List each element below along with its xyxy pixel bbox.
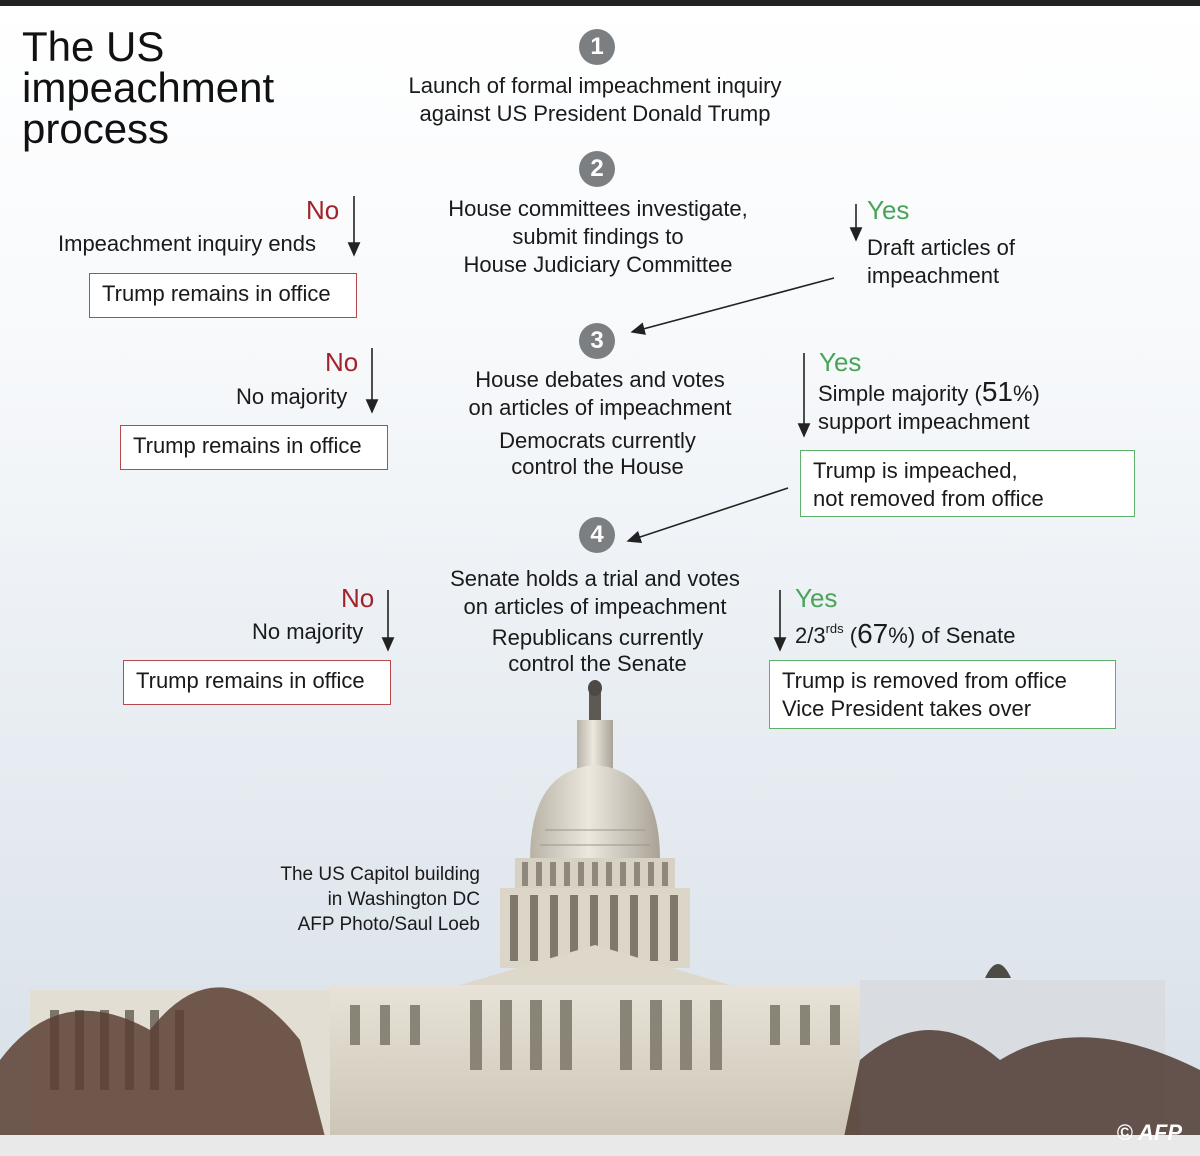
step-2-yes-line-1: Draft articles of	[867, 235, 1015, 260]
step-3-yes-box-line-1: Trump is impeached,	[813, 458, 1018, 483]
majority-percent: 51	[981, 376, 1013, 407]
step-4-yes-outcome-box	[769, 660, 1116, 729]
step-1-circle: 1	[579, 29, 615, 65]
fraction-suffix: rds	[825, 621, 844, 636]
step-2-yes-label: Yes	[867, 195, 910, 225]
step-3-no-text: No majority	[236, 384, 348, 409]
step-4-yes-label: Yes	[795, 583, 838, 613]
step-3-yes-line-2: support impeachment	[818, 409, 1030, 434]
step-4-note-line-2: control the Senate	[508, 651, 687, 676]
step-2-no-text: Impeachment inquiry ends	[58, 231, 317, 256]
step-4-note	[420, 625, 775, 677]
step-3-line-1: House debates and votes	[475, 367, 725, 392]
photo-credit-line-1: The US Capitol building	[280, 864, 480, 885]
step-2-line-1: House committees investigate,	[448, 196, 748, 221]
step-2-line-2: submit findings to	[512, 224, 684, 249]
percent-sign: %)	[1012, 381, 1040, 406]
step-1-line-1: Launch of formal impeachment inquiry	[408, 73, 782, 98]
step-2-yes-line-2: impeachment	[867, 263, 1000, 288]
photo-credit	[230, 862, 480, 937]
step-1-line-2: against US President Donald Trump	[419, 101, 771, 126]
step-3-note-line-2: control the House	[511, 454, 684, 479]
majority-label: Simple majority (	[818, 381, 982, 406]
two-thirds-fraction: 2/3	[795, 623, 826, 648]
photo-credit-line-3: AFP Photo/Saul Loeb	[297, 914, 480, 935]
step-4-line-1: Senate holds a trial and votes	[450, 566, 740, 591]
page-title: The US impeachment process	[22, 23, 275, 152]
step-3-yes-text	[818, 378, 1040, 436]
photo-credit-line-2: in Washington DC	[327, 889, 480, 910]
step-3-no-outcome-box: Trump remains in office	[120, 425, 388, 470]
afp-logo: © AFP	[1116, 1120, 1182, 1145]
step-4-line-2: on articles of impeachment	[463, 594, 727, 619]
step-4-yes-box-line-2: Vice President takes over	[782, 696, 1032, 721]
step-3-note	[420, 428, 775, 480]
senate-label: %) of Senate	[888, 623, 1016, 648]
step-3-yes-outcome-box	[800, 450, 1135, 517]
step-4-yes-text	[795, 615, 1015, 650]
senate-percent: 67	[857, 618, 889, 649]
step-4-no-label: No	[341, 583, 375, 613]
paren-open: (	[843, 623, 858, 648]
step-3-circle: 3	[579, 323, 615, 359]
step-2-line-3: House Judiciary Committee	[463, 252, 733, 277]
step-4-circle: 4	[579, 517, 615, 553]
step-4-yes-box-line-1: Trump is removed from office	[782, 668, 1067, 693]
step-4-no-text: No majority	[252, 619, 364, 644]
step-3-note-line-1: Democrats currently	[499, 428, 696, 453]
step-2-no-label: No	[306, 195, 340, 225]
step-3-no-label: No	[325, 347, 359, 377]
step-3-yes-label: Yes	[819, 347, 862, 377]
step-2-yes-text	[867, 234, 1015, 290]
step-4-text	[395, 565, 795, 621]
step-2-no-outcome-box: Trump remains in office	[89, 273, 357, 318]
step-3-yes-line-1	[818, 378, 1040, 408]
step-3-line-2: on articles of impeachment	[468, 395, 732, 420]
step-4-no-outcome-box: Trump remains in office	[123, 660, 391, 705]
step-2-text	[398, 195, 798, 279]
step-1-text	[345, 72, 845, 128]
step-3-yes-box-line-2: not removed from office	[813, 486, 1044, 511]
step-2-circle: 2	[579, 151, 615, 187]
arrow-2-to-3	[632, 278, 834, 332]
arrow-3-to-4	[628, 488, 788, 541]
step-4-note-line-1: Republicans currently	[491, 625, 704, 650]
step-3-text	[400, 366, 800, 422]
